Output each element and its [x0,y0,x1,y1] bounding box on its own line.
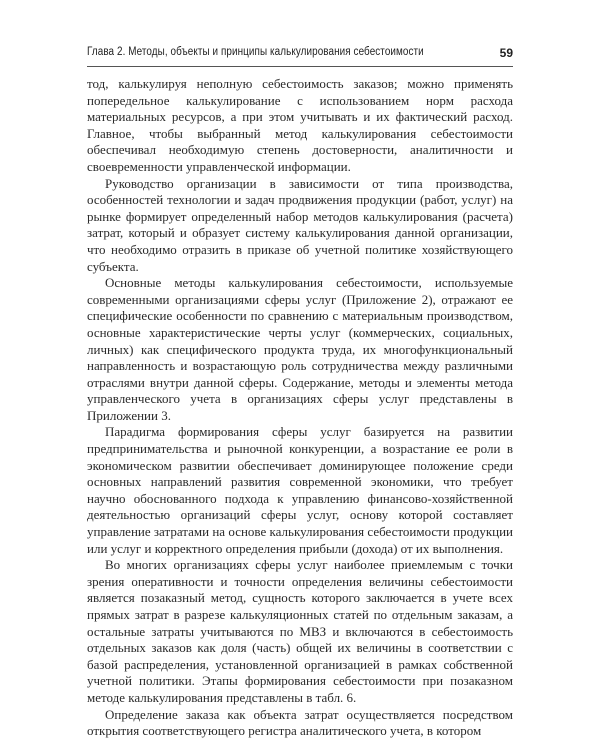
chapter-title: Глава 2. Методы, объекты и принципы калькулирования себестоимости [87,46,424,58]
page-number: 59 [499,46,513,60]
paragraph: Во многих организациях сферы услуг наиболее приемлемым с точки зрения оперативности и точности определения величины себестоимости является позаказный метод, сущность которого заключается в учете всех прямых затрат в разрезе калькуляционных статей по отдельным заказам, а остальные затраты учитываются по МВЗ и включаются в себестоимость отдельных заказов как доля (часть) общей их величины в соответствии с базой распределения, установленной организацией в рамках собственной учетной политики. Этапы формирования себестоимости при позаказном методе калькулирования представлены в табл. 6. [87,557,513,705]
paragraph: Руководство организации в зависимости от типа производства, особенностей технологии и задач продвижения продукции (работ, услуг) на рынке формирует определенный набор методов калькулирования (расчета) затрат, который и образует систему калькулирования данной организации, что необходимо отразить в приказе об учетной политике хозяйствующего субъекта. [87,175,513,274]
paragraph: тод, калькулируя неполную себестоимость заказов; можно применять попередельное калькулирование с использованием норм расхода материальных ресурсов, а при этом учитывать и их фактический расход. Главное, чтобы выбранный метод калькулирования себестоимости обеспечивал необходимую степень достоверности, аналитичности и своевременности управленческой информации. [87,76,513,174]
paragraph: Определение заказа как объекта затрат осуществляется посредством открытия соответствующего регистра аналитического учета, в котором [87,706,513,739]
running-header [87,44,453,62]
body-text [87,76,513,740]
paragraph: Основные методы калькулирования себестоимости, используемые современными организациями сферы услуг (Приложение 2), отражают ее специфические особенности по сравнению с материальным производством, основные характеристические черты услуг (коммерческих, социальных, личных) как специфического продукта труда, их многофункциональный направленность и возрастающую роль сотрудничества между различными отраслями внутри данной сферы. Содержание, методы и элементы метода управленческого учета в организациях сферы услуг представлены в Приложении 3. [87,275,513,423]
paragraph: Парадигма формирования сферы услуг базируется на развитии предпринимательства и рыночной конкуренции, а возрастание ее роли в экономическом развитии обеспечивает доминирующее положение среди основных направлений развития современной экономики, что требует научно обоснованного подхода к управлению финансово-хозяйственной деятельностью организаций сферы услуг, основу которой составляет управление затратами на основе калькулирования себестоимости продукции или услуг и корректного определения прибыли (дохода) от их выполнения. [87,424,513,556]
header-rule [87,66,513,67]
